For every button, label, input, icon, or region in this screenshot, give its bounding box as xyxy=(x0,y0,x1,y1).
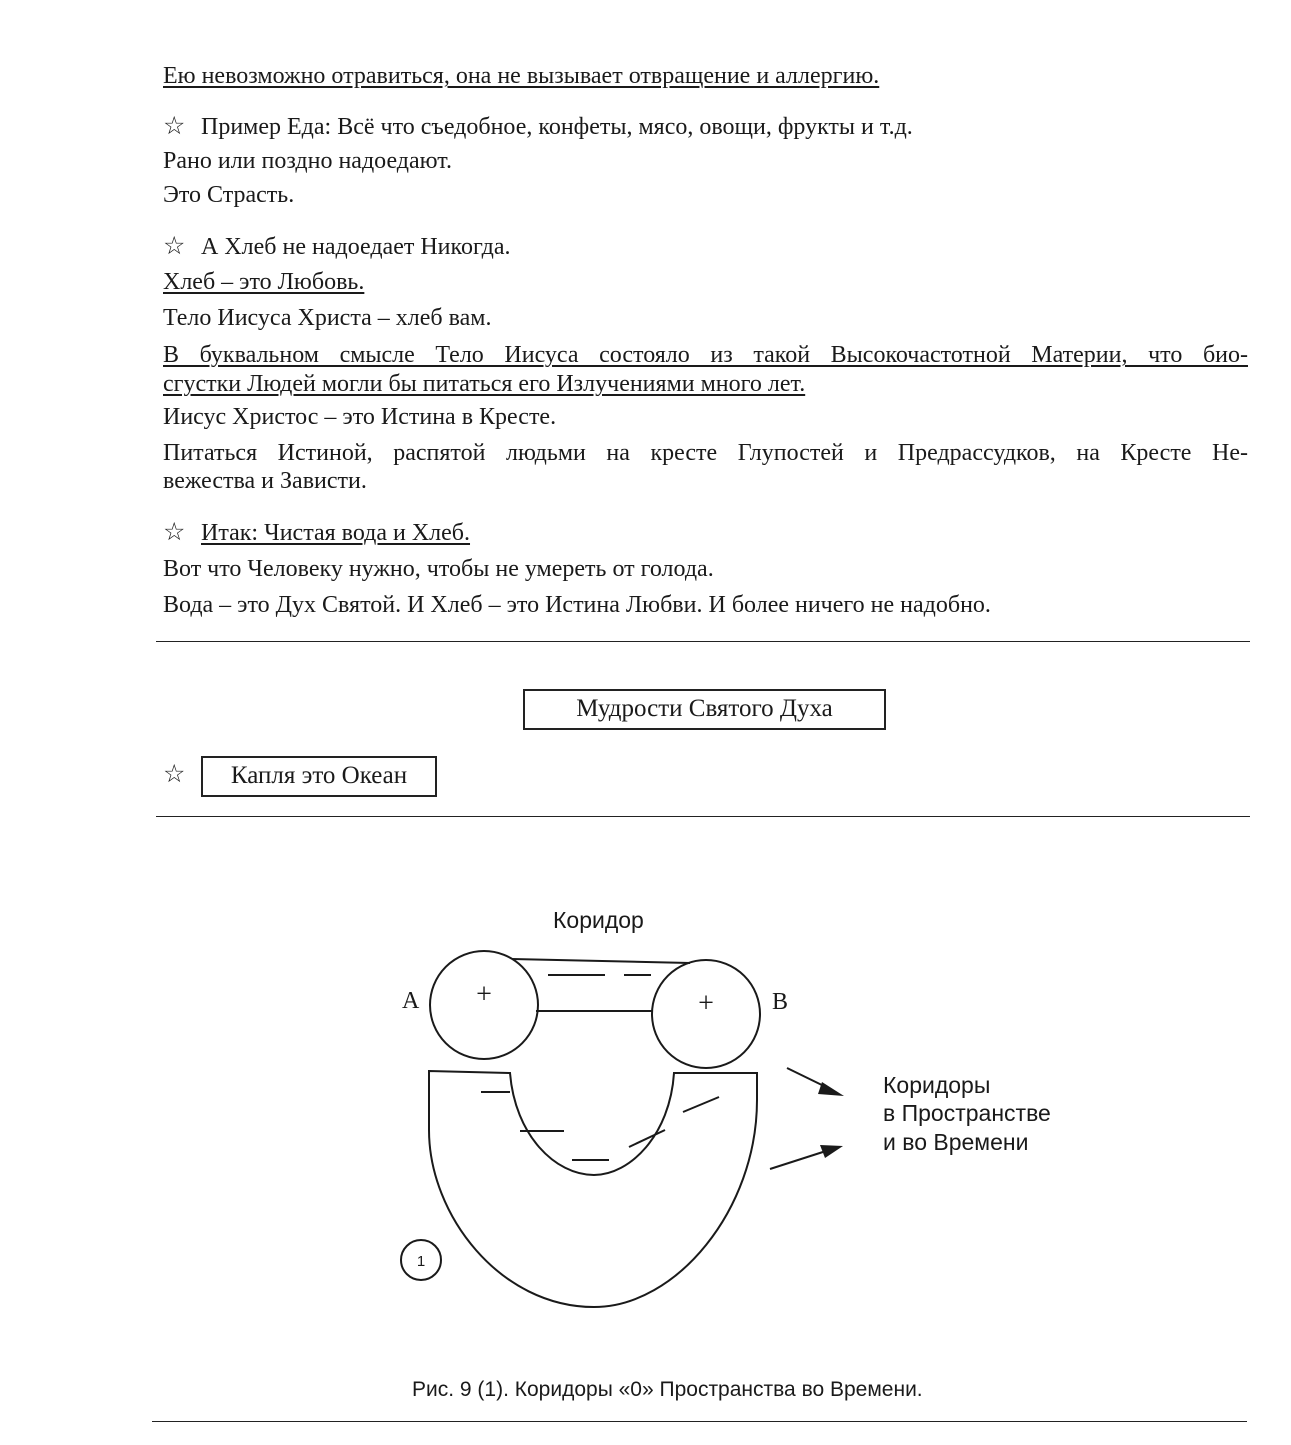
dash xyxy=(683,1097,719,1112)
text: Ею невозможно отравиться, она не вызывает отвращение и аллергию. xyxy=(163,63,880,89)
text: Иисус Христос – это Истина в Кресте. xyxy=(163,404,557,430)
dash xyxy=(629,1130,665,1147)
text: вежества и Зависти. xyxy=(163,468,367,494)
label-a: А xyxy=(402,988,420,1014)
text: Рано или поздно надоедают. xyxy=(163,148,452,174)
text: Хлеб – это Любовь. xyxy=(163,269,365,295)
text: Пример Еда: Всё что съедобное, конфеты, мясо, овощи, фрукты и т.д. xyxy=(201,114,913,140)
corridors-label-line: в Пространстве xyxy=(883,1100,1051,1126)
text: Питаться Истиной, распятой людьми на кресте Глупостей и Предрассудков, на Кресте Не- xyxy=(163,440,1248,466)
star-icon: ☆ xyxy=(163,111,186,140)
corridor-label: Коридор xyxy=(553,907,644,933)
star-icon: ☆ xyxy=(163,231,186,260)
caption-text: Рис. 9 (1). Коридоры «0» Пространства во Времени. xyxy=(412,1378,923,1401)
arrow-line xyxy=(770,1151,826,1169)
figure-caption xyxy=(412,1376,923,1404)
star-icon: ☆ xyxy=(163,517,186,546)
section-title-text: Мудрости Святого Духа xyxy=(576,695,833,722)
plus-sign: + xyxy=(476,979,492,1010)
divider xyxy=(152,1421,1247,1422)
number-label: 1 xyxy=(416,1253,426,1270)
plus-sign: + xyxy=(698,988,714,1019)
corridor-top-line xyxy=(512,959,690,963)
text: Тело Иисуса Христа – хлеб вам. xyxy=(163,305,492,331)
text: Это Страсть. xyxy=(163,182,295,208)
arrow-head-icon xyxy=(820,1145,843,1158)
corridors-label-line: и во Времени xyxy=(883,1129,1029,1155)
text: В буквальном смысле Тело Иисуса состояло из такой Высокочастотной Материи, что био- xyxy=(163,342,1248,368)
text: Вот что Человеку нужно, чтобы не умереть от голода. xyxy=(163,556,714,582)
u-shape xyxy=(429,1071,757,1307)
text: Вода – это Дух Святой. И Хлеб – это Истина Любви. И более ничего не надобно. xyxy=(163,592,991,618)
label-b: В xyxy=(772,989,789,1015)
corridors-label-line: Коридоры xyxy=(883,1072,991,1098)
star-icon: ☆ xyxy=(163,759,186,788)
arrow-head-icon xyxy=(818,1082,844,1096)
text: сгустки Людей могли бы питаться его Излучениями много лет. xyxy=(163,371,806,397)
text: Итак: Чистая вода и Хлеб. xyxy=(201,520,471,546)
text: А Хлеб не надоедает Никогда. xyxy=(201,234,511,260)
subsection-title-text: Капля это Океан xyxy=(230,762,408,789)
